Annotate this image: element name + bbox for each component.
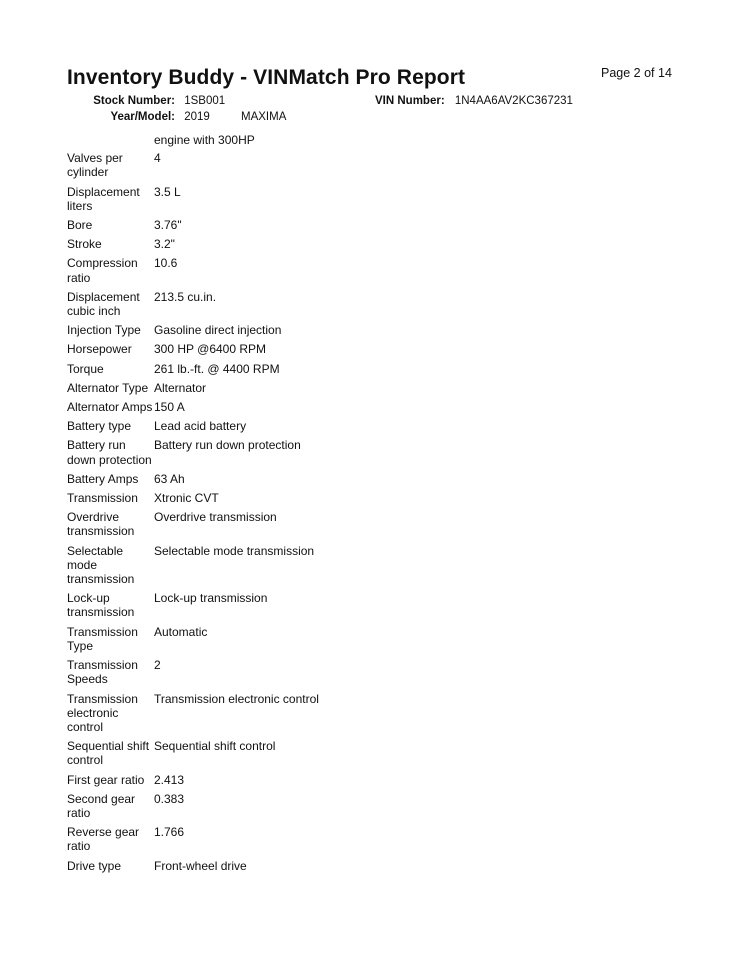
spec-label: Transmission <box>67 491 138 506</box>
year-model-row <box>67 111 286 123</box>
spec-row <box>67 342 397 361</box>
spec-row <box>67 591 397 624</box>
spec-row <box>67 400 397 419</box>
year-model-label: Year/Model: <box>110 111 175 123</box>
spec-row <box>67 438 397 471</box>
spec-label: Injection Type <box>67 323 141 338</box>
spec-row <box>67 381 397 400</box>
spec-label: First gear ratio <box>67 772 145 787</box>
spec-row <box>67 625 397 658</box>
stock-number-row <box>67 95 225 107</box>
spec-table <box>67 133 397 878</box>
spec-value: Lead acid battery <box>154 419 247 434</box>
spec-value: 3.2" <box>154 237 175 252</box>
spec-label: Battery run down protection <box>67 438 152 467</box>
spec-row <box>67 739 397 772</box>
vin-number-row <box>375 95 573 107</box>
spec-value: 300 HP @6400 RPM <box>154 342 267 357</box>
model-value: MAXIMA <box>241 111 287 123</box>
spec-value: 3.5 L <box>154 184 181 199</box>
vin-number-value: 1N4AA6AV2KC367231 <box>454 95 573 107</box>
stock-number-label: Stock Number: <box>93 95 175 107</box>
report-title: Inventory Buddy - VINMatch Pro Report <box>67 66 466 89</box>
spec-value: Front-wheel drive <box>154 858 247 873</box>
spec-value: Overdrive transmission <box>154 510 277 525</box>
spec-value: Transmission electronic control <box>154 691 319 706</box>
spec-label: Overdrive transmission <box>67 510 135 539</box>
spec-row <box>67 859 397 878</box>
continued-value: engine with 300HP <box>154 133 255 147</box>
spec-row <box>67 151 397 184</box>
spec-row <box>67 237 397 256</box>
spec-label: Battery type <box>67 419 132 434</box>
page-number: Page 2 of 14 <box>601 66 672 80</box>
spec-value: 150 A <box>154 400 185 415</box>
spec-value: 261 lb.-ft. @ 4400 RPM <box>154 361 280 376</box>
spec-value: 213.5 cu.in. <box>154 289 217 304</box>
spec-value: 4 <box>154 151 161 166</box>
spec-row <box>67 491 397 510</box>
spec-value: Alternator <box>154 380 207 395</box>
spec-label: Battery Amps <box>67 471 139 486</box>
spec-label: Torque <box>67 361 104 376</box>
spec-value: 2 <box>154 658 161 673</box>
spec-row <box>67 692 397 740</box>
vin-number-label: VIN Number: <box>375 95 445 107</box>
spec-row <box>67 419 397 438</box>
spec-value: 1.766 <box>154 825 185 840</box>
spec-label: Stroke <box>67 237 102 252</box>
spec-value: 3.76" <box>154 218 182 233</box>
spec-label: Sequential shift control <box>67 739 150 768</box>
spec-row <box>67 218 397 237</box>
spec-value: Selectable mode transmission <box>154 543 315 558</box>
spec-label: Transmission Speeds <box>67 658 138 687</box>
spec-row <box>67 510 397 543</box>
spec-row <box>67 323 397 342</box>
spec-row <box>67 658 397 691</box>
spec-label: Transmission electronic control <box>67 691 138 734</box>
stock-number-value: 1SB001 <box>184 95 226 107</box>
spec-label: Alternator Amps <box>67 400 153 415</box>
spec-value: 63 Ah <box>154 471 185 486</box>
spec-value: 0.383 <box>154 791 185 806</box>
spec-row <box>67 825 397 858</box>
spec-label: Drive type <box>67 858 122 873</box>
spec-row <box>67 544 397 592</box>
spec-value: 2.413 <box>154 772 185 787</box>
spec-label: Transmission Type <box>67 624 138 653</box>
spec-value: Battery run down protection <box>154 438 301 453</box>
spec-label: Compression ratio <box>67 256 138 285</box>
spec-label: Lock-up transmission <box>67 591 135 620</box>
spec-label: Displacement cubic inch <box>67 289 140 319</box>
spec-label: Valves per cylinder <box>67 151 123 180</box>
spec-row <box>67 290 397 323</box>
year-value: 2019 <box>184 111 210 123</box>
spec-value: Gasoline direct injection <box>154 323 282 338</box>
spec-row <box>67 773 397 792</box>
spec-label: Horsepower <box>67 342 132 357</box>
spec-row <box>67 185 397 218</box>
spec-label: Selectable mode transmission <box>67 543 135 587</box>
spec-label: Reverse gear ratio <box>67 825 140 854</box>
spec-row <box>67 792 397 825</box>
spec-row <box>67 472 397 491</box>
spec-value: Xtronic CVT <box>154 491 219 506</box>
spec-value: Lock-up transmission <box>154 591 268 606</box>
spec-label: Alternator Type <box>67 380 149 395</box>
spec-label: Second gear ratio <box>67 791 136 820</box>
spec-label: Bore <box>67 218 93 233</box>
spec-row <box>67 362 397 381</box>
spec-value: 10.6 <box>154 256 178 271</box>
spec-value: Automatic <box>154 624 208 639</box>
spec-value: Sequential shift control <box>154 739 276 754</box>
spec-label: Displacement liters <box>67 184 140 213</box>
spec-row <box>67 256 397 289</box>
